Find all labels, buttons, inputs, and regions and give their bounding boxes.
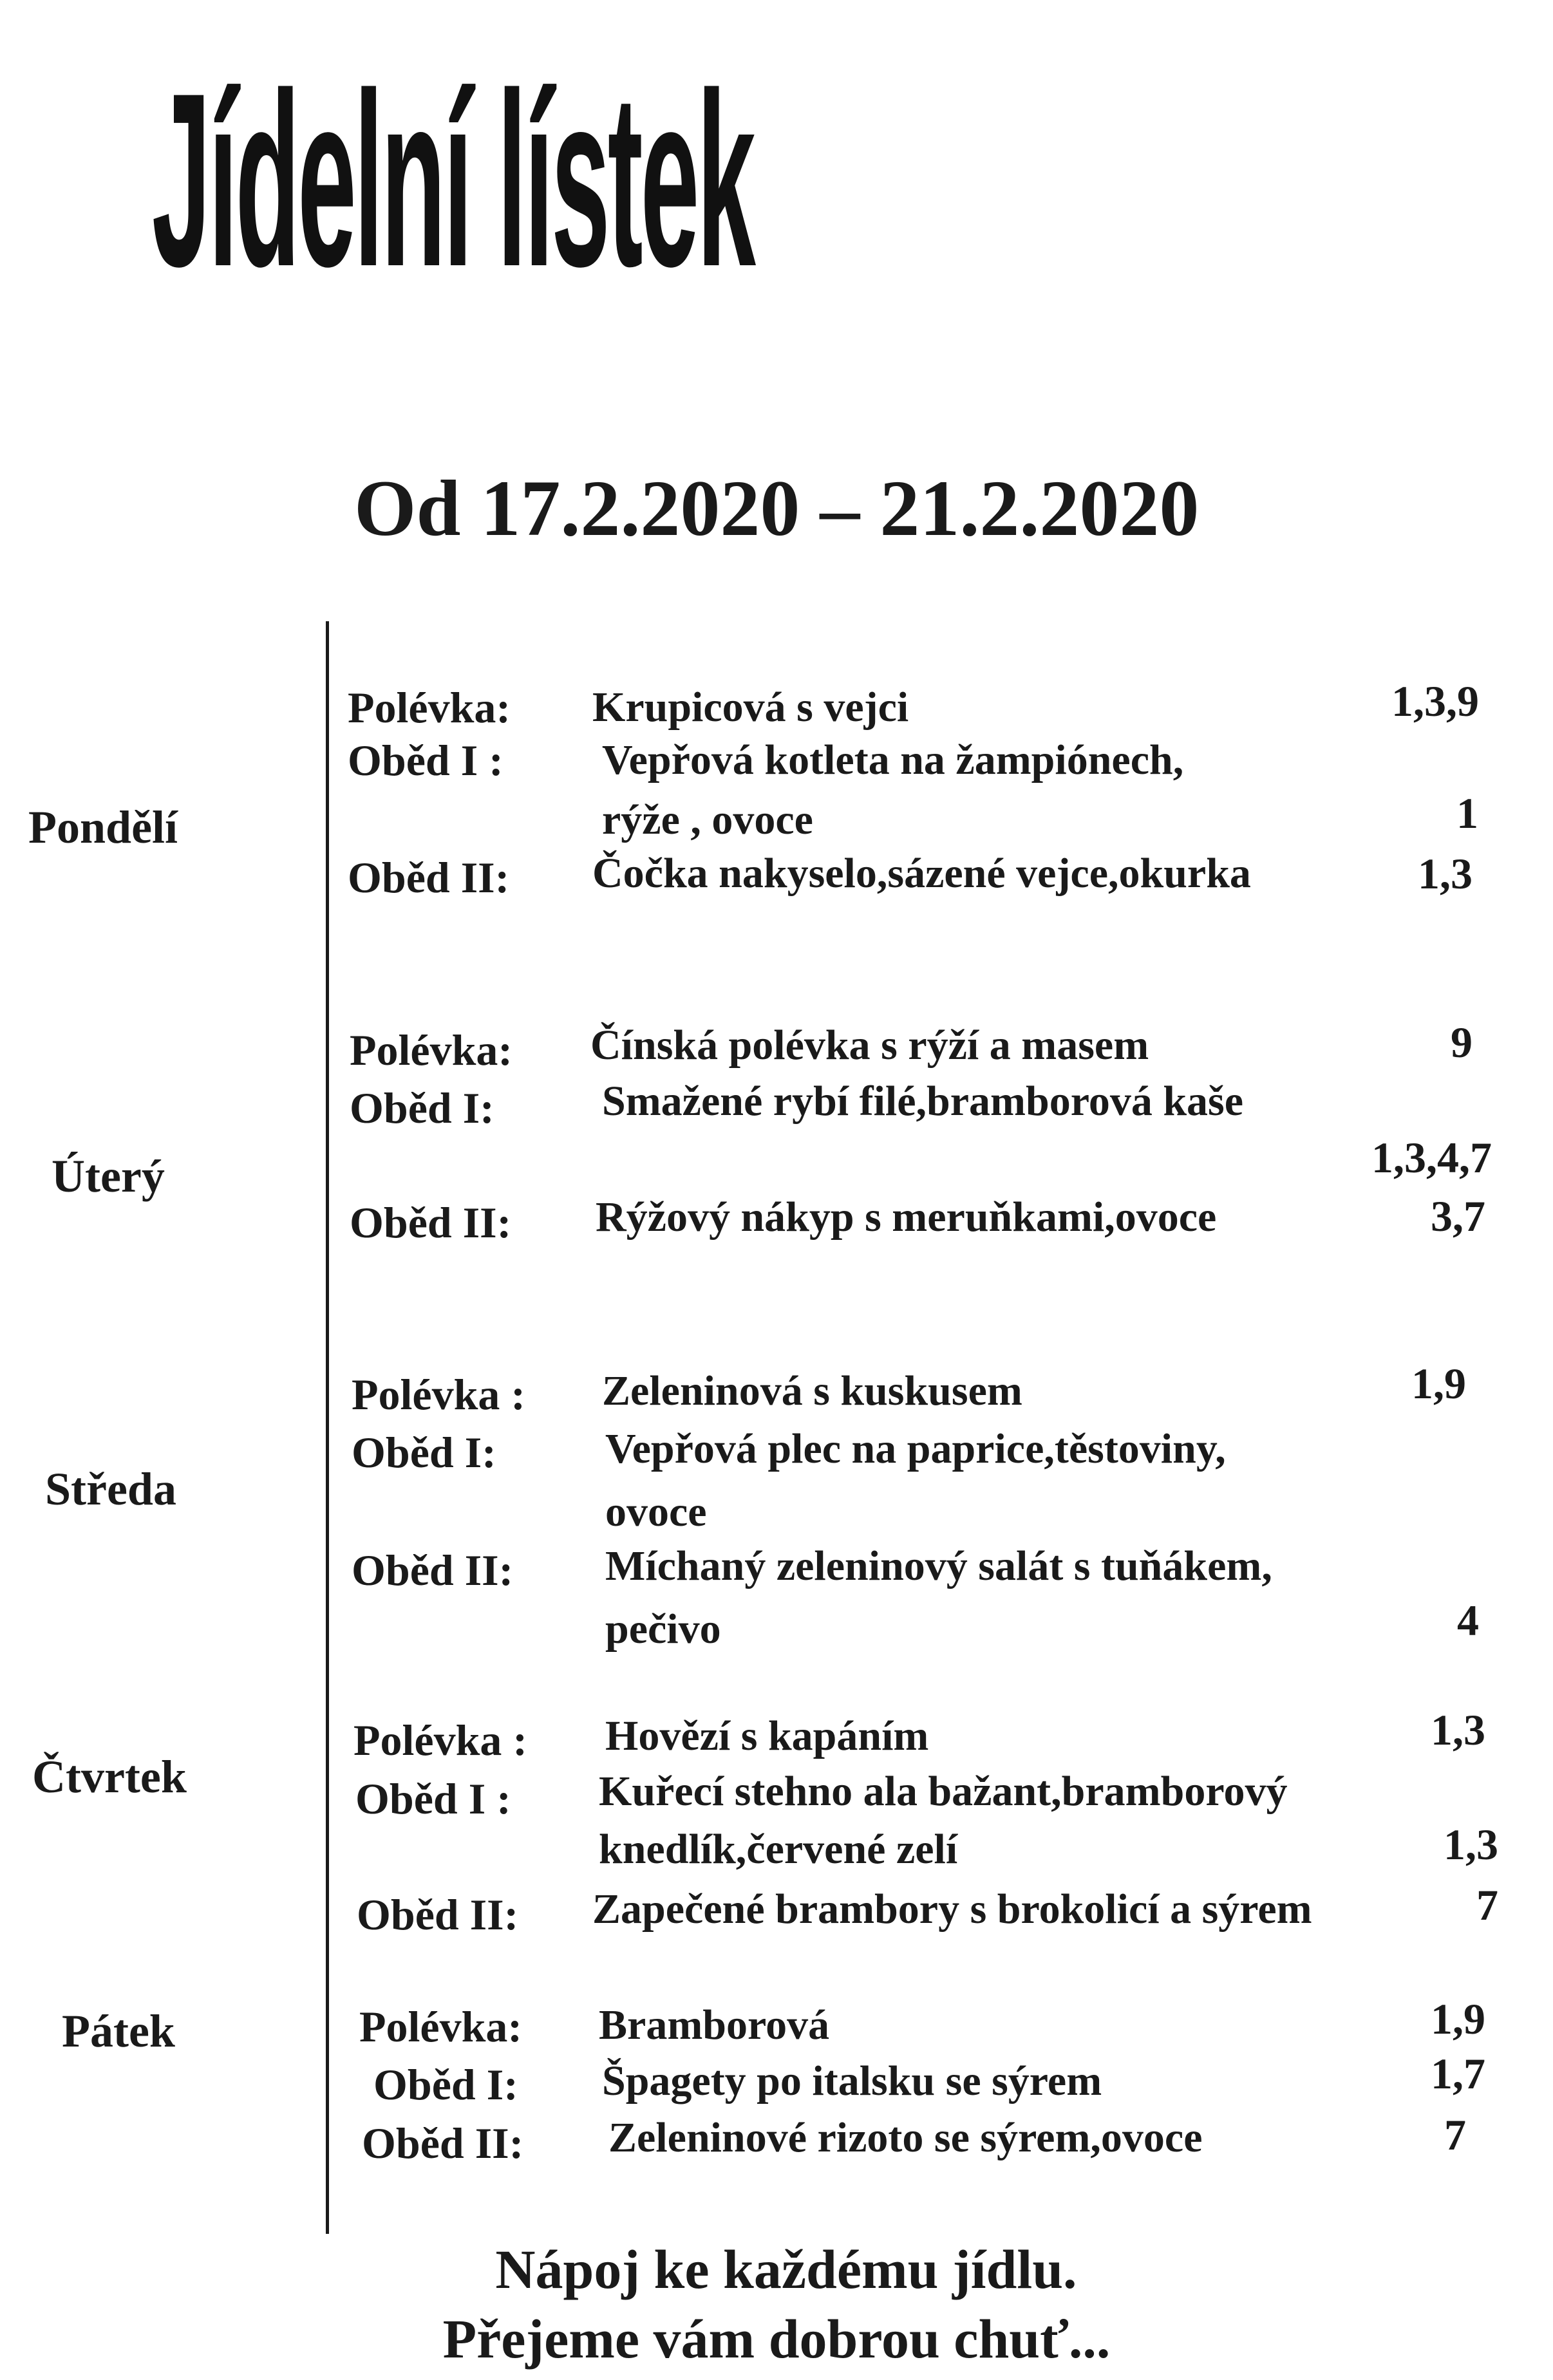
allergen-codes: 1,7	[1431, 2049, 1485, 2098]
meal-label: Oběd II:	[352, 1546, 514, 1595]
dish-text: knedlík,červené zelí	[599, 1826, 958, 1873]
meal-label: Polévka:	[350, 1026, 513, 1074]
allergen-codes: 3,7	[1431, 1192, 1485, 1241]
meal-label: Polévka:	[359, 2002, 523, 2051]
allergen-codes: 1,3,9	[1391, 677, 1479, 726]
meal-label: Oběd I:	[352, 1428, 496, 1477]
dish-text: ovoce	[605, 1488, 707, 1535]
dish-text: Špagety po italsku se sýrem	[602, 2057, 1102, 2104]
dish-text: Míchaný zeleninový salát s tuňákem,	[605, 1542, 1272, 1589]
dish-text: Zeleninová s kuskusem	[602, 1367, 1022, 1414]
allergen-codes: 1,9	[1411, 1359, 1466, 1408]
meal-label: Oběd I :	[348, 736, 504, 785]
meal-label: Oběd II:	[348, 853, 510, 902]
dish-text: Krupicová s vejci	[592, 684, 909, 731]
vertical-divider	[326, 621, 329, 2234]
footer-greeting: Přejeme vám dobrou chuť...	[442, 2308, 1111, 2370]
day-label-wednesday: Středa	[45, 1463, 176, 1515]
day-label-monday: Pondělí	[28, 801, 178, 853]
day-label-friday: Pátek	[62, 2005, 175, 2057]
meal-label: Oběd I:	[350, 1083, 494, 1132]
dish-text: Bramborová	[599, 2001, 830, 2048]
dish-text: Vepřová kotleta na žampiónech,	[602, 736, 1184, 783]
day-label-tuesday: Úterý	[52, 1150, 165, 1202]
allergen-codes: 1,3,4,7	[1371, 1133, 1492, 1182]
day-label-thursday: Čtvrtek	[32, 1751, 187, 1803]
meal-label: Oběd I :	[355, 1774, 511, 1823]
dish-text: Čínská polévka s rýží a masem	[590, 1022, 1149, 1069]
allergen-codes: 1,3	[1418, 849, 1473, 898]
dish-text: rýže , ovoce	[602, 796, 813, 843]
dish-text: Zapečené brambory s brokolicí a sýrem	[592, 1886, 1312, 1933]
dish-text: Rýžový nákyp s meruňkami,ovoce	[596, 1194, 1217, 1241]
dish-text: pečivo	[605, 1606, 721, 1653]
meal-label: Oběd II:	[350, 1198, 512, 1247]
allergen-codes: 1,3	[1444, 1820, 1498, 1869]
allergen-codes: 1,9	[1431, 1994, 1485, 2043]
allergen-codes: 1,3	[1431, 1705, 1485, 1754]
meal-label: Polévka :	[352, 1370, 526, 1419]
allergen-codes: 4	[1457, 1596, 1479, 1645]
meal-label: Oběd II:	[357, 1890, 519, 1939]
dish-text: Kuřecí stehno ala bažant,bramborový	[599, 1768, 1288, 1815]
allergen-codes: 7	[1476, 1880, 1498, 1929]
dish-text: Vepřová plec na paprice,těstoviny,	[605, 1425, 1226, 1472]
dish-text: Zeleninové rizoto se sýrem,ovoce	[608, 2114, 1203, 2161]
meal-label: Oběd II:	[362, 2119, 524, 2168]
dish-text: Hovězí s kapáním	[605, 1712, 929, 1759]
meal-label: Oběd I:	[373, 2060, 518, 2109]
meal-label: Polévka :	[353, 1716, 528, 1765]
allergen-codes: 9	[1451, 1018, 1473, 1067]
date-range: Od 17.2.2020 – 21.2.2020	[354, 464, 1200, 552]
footer-drink-note: Nápoj ke každému jídlu.	[495, 2238, 1077, 2300]
dish-text: Smažené rybí filé,bramborová kaše	[602, 1078, 1244, 1125]
allergen-codes: 1	[1456, 789, 1478, 838]
menu-title: Jídelní lístek	[152, 42, 754, 319]
allergen-codes: 7	[1444, 2110, 1466, 2159]
meal-label: Polévka:	[348, 683, 511, 732]
dish-text: Čočka nakyselo,sázené vejce,okurka	[592, 850, 1251, 897]
